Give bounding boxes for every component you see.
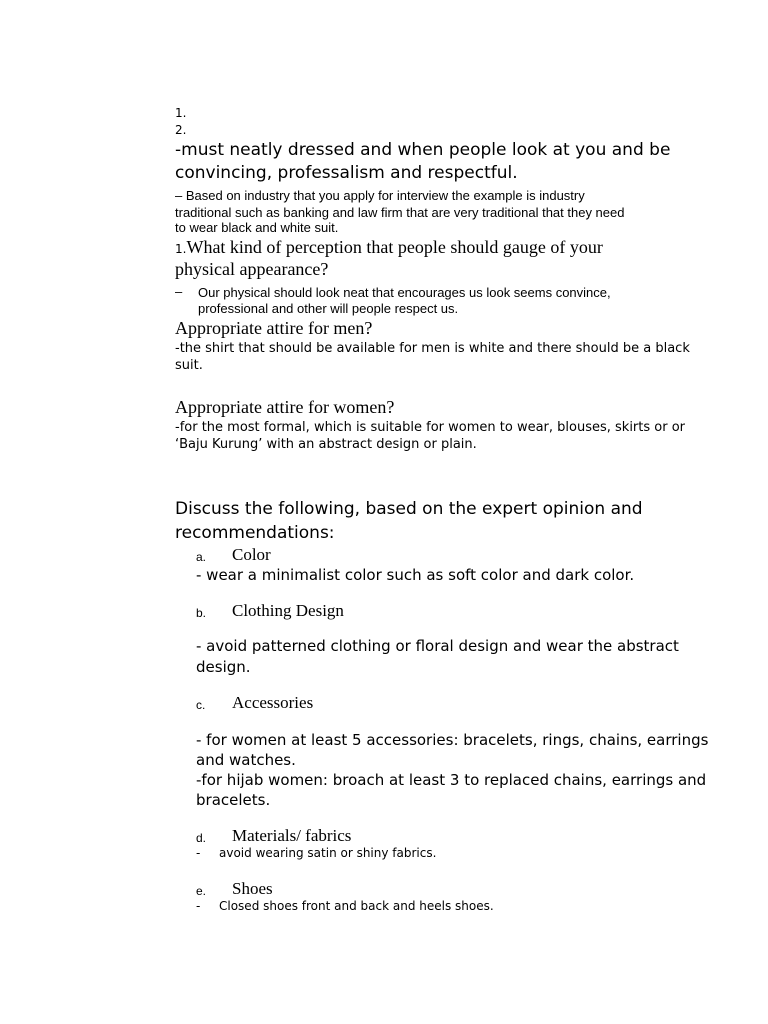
item-title: Color [232, 545, 271, 564]
item-marker: d. [196, 831, 207, 845]
men-heading: Appropriate attire for men? [175, 318, 373, 338]
paragraph-line: to wear black and white suit. [175, 220, 339, 235]
list-number-2: 2. [175, 123, 187, 137]
item-text: bracelets. [196, 791, 271, 809]
question-number: 1. [175, 242, 187, 256]
item-title: Accessories [232, 693, 314, 712]
paragraph-line: convincing, professalism and respectful. [175, 163, 518, 183]
item-text: Closed shoes front and back and heels shoes. [219, 899, 494, 913]
item-text: design. [196, 658, 251, 676]
paragraph-line: traditional such as banking and law firm that are very traditional that they need [175, 205, 625, 220]
women-line: -for the most formal, which is suitable for women to wear, blouses, skirts or or [175, 420, 686, 435]
dash-marker: - [196, 899, 201, 913]
question-line: What kind of perception that people should gauge of your [186, 237, 603, 257]
list-number-1: 1. [175, 106, 187, 120]
item-title: Shoes [232, 879, 273, 898]
paragraph-line: Based on industry that you apply for interview the example is industry [185, 188, 585, 203]
dash-marker: - [196, 846, 201, 860]
dash-marker: – [175, 284, 183, 299]
men-line: suit. [175, 358, 203, 373]
item-marker: c. [196, 698, 206, 712]
item-text: - wear a minimalist color such as soft color and dark color. [196, 566, 635, 584]
item-text: - avoid patterned clothing or floral design and wear the abstract [196, 637, 679, 655]
dash-marker: – [175, 188, 183, 203]
item-text: avoid wearing satin or shiny fabrics. [219, 846, 437, 860]
item-text: -for hijab women: broach at least 3 to replaced chains, earrings and [196, 771, 707, 789]
discuss-line: recommendations: [175, 523, 335, 543]
men-line: -the shirt that should be available for men is white and there should be a black [175, 341, 690, 356]
answer-line: Our physical should look neat that encourages us look seems convince, [198, 285, 611, 300]
item-marker: a. [196, 550, 207, 564]
item-text: and watches. [196, 751, 296, 769]
item-title: Clothing Design [232, 601, 344, 620]
discuss-line: Discuss the following, based on the expert opinion and [175, 499, 643, 519]
paragraph-line: -must neatly dressed and when people look at you and be [175, 140, 671, 160]
item-marker: e. [196, 884, 207, 898]
women-line: ‘Baju Kurung’ with an abstract design or plain. [175, 437, 477, 452]
question-line: physical appearance? [175, 259, 329, 279]
women-heading: Appropriate attire for women? [175, 397, 395, 417]
item-text: - for women at least 5 accessories: bracelets, rings, chains, earrings [196, 731, 709, 749]
answer-line: professional and other will people respect us. [198, 301, 459, 316]
item-marker: b. [196, 606, 207, 620]
item-title: Materials/ fabrics [232, 826, 352, 845]
